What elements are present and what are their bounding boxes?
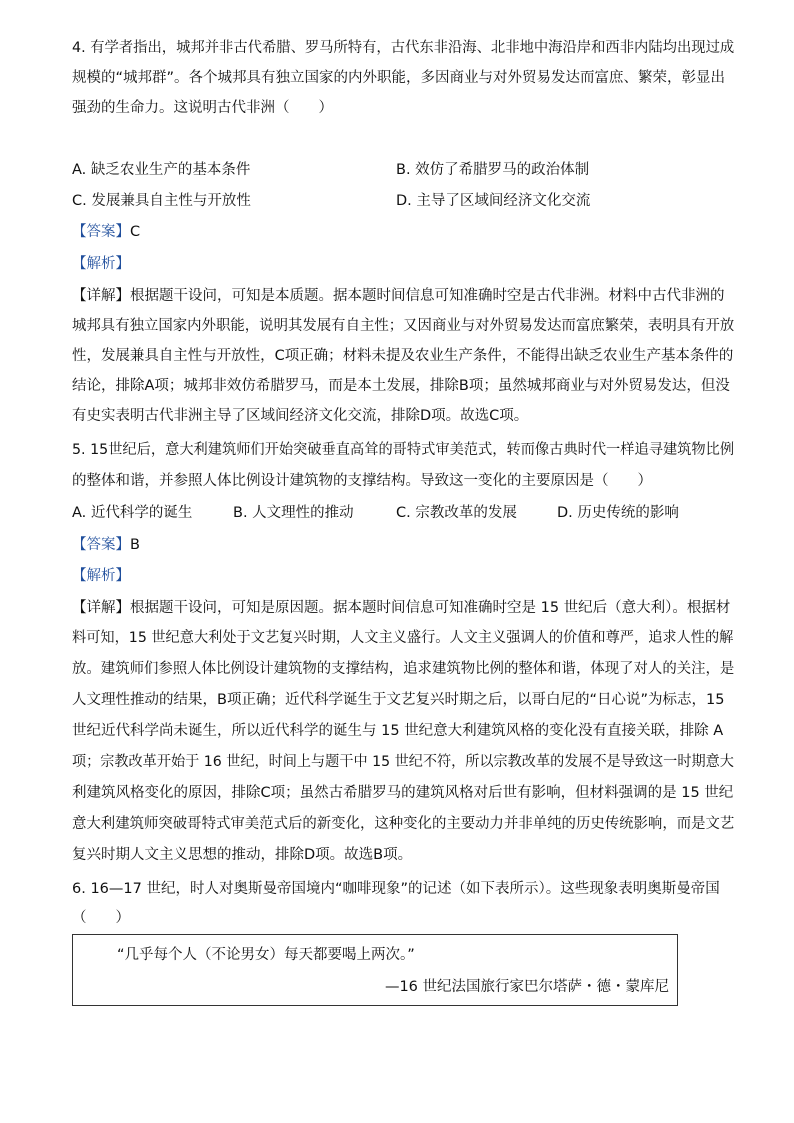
q6-quote-table: [72, 934, 678, 1006]
q4-detail-line: 城邦具有独立国家内外职能，说明其发展有自主性；又因商业与对外贸易发达而富庶繁荣，表明具有开放: [72, 318, 735, 334]
q4-detail-line: 性，发展兼具自主性与开放性，C项正确；材料未提及农业生产条件，不能得出缺乏农业生产基本条件的: [72, 348, 734, 364]
q5-detail-line: 放。建筑师们参照人体比例设计建筑物的支撑结构，追求建筑物比例的整体和谐，体现了对人的关注，是: [72, 661, 735, 677]
answer-value: B: [130, 537, 140, 553]
q4-option-b: B. 效仿了希腊罗马的政治体制: [396, 162, 590, 178]
q4-detail-line: 有史实表明古代非洲主导了区域间经济文化交流，排除D项。故选C项。: [72, 408, 529, 424]
q4-stem-line: 规模的“城邦群”。各个城邦具有独立国家的内外职能，多因商业与对外贸易发达而富庶、繁荣，彰显出: [72, 70, 726, 86]
q5-detail-line: 意大利建筑师突破哥特式审美范式后的新变化，这种变化的主要动力并非单纯的历史传统影响，而是文艺: [72, 816, 735, 832]
q5-stem-line: 的整体和谐，并参照人体比例设计建筑物的支撑结构。导致这一变化的主要原因是（ ）: [72, 473, 652, 489]
q5-stem-line: 5. 15世纪后，意大利建筑师们开始突破垂直高耸的哥特式审美范式，转而像古典时代一样追寻建筑物比例: [72, 442, 735, 458]
q5-detail-line: 世纪近代科学尚未诞生，所以近代科学的诞生与 15 世纪意大利建筑风格的变化没有直接关联，排除 A: [72, 723, 724, 739]
detail-label: 【详解】: [72, 600, 130, 616]
q4-stem-line: 强劲的生命力。这说明古代非洲（ ）: [72, 100, 333, 116]
q4-option-c: C. 发展兼具自主性与开放性: [72, 193, 251, 209]
q5-detail-line: 复兴时期人文主义思想的推动，排除D项。故选B项。: [72, 847, 413, 863]
analysis-label: 【解析】: [72, 568, 130, 584]
q6-stem-line: 6. 16—17 世纪，时人对奥斯曼帝国境内“咖啡现象”的记述（如下表所示）。这些现象表明奥斯曼帝国: [72, 881, 720, 897]
q4-detail-line: 结论，排除A项；城邦非效仿希腊罗马，而是本土发展，排除B项；虽然城邦商业与对外贸易发达，但没: [72, 378, 730, 394]
q4-option-d: D. 主导了区域间经济文化交流: [396, 193, 591, 209]
answer-label: 【答案】: [72, 537, 130, 553]
q6-stem-line: （ ）: [72, 910, 130, 926]
q4-stem-line: 4. 有学者指出，城邦并非古代希腊、罗马所特有，古代东非沿海、北非地中海沿岸和西非内陆均出现过成: [72, 40, 735, 56]
q5-option-b: B. 人文理性的推动: [233, 505, 354, 521]
quote-source: —16 世纪法国旅行家巴尔塔萨・德・蒙库尼: [384, 979, 669, 995]
detail-label: 【详解】: [72, 288, 130, 304]
q5-option-a: A. 近代科学的诞生: [72, 505, 193, 521]
q4-answer-row: [72, 222, 140, 242]
q4-option-a: A. 缺乏农业生产的基本条件: [72, 162, 251, 178]
analysis-label: 【解析】: [72, 256, 130, 272]
q5-detail-line: 人文理性推动的结果，B项正确；近代科学诞生于文艺复兴时期之后，以哥白尼的“日心说”为标志，15: [72, 692, 725, 708]
q5-detail-line: [72, 598, 730, 618]
detail-text: 根据题干设问，可知是原因题。据本题时间信息可知准确时空是 15 世纪后（意大利）。根据材: [130, 600, 731, 616]
q5-option-c: C. 宗教改革的发展: [396, 505, 517, 521]
quote-text: “几乎每个人（不论男女）每天都要喝上两次。”: [117, 947, 415, 963]
q5-option-d: D. 历史传统的影响: [557, 505, 679, 521]
q4-detail-line: [72, 286, 725, 306]
q5-detail-line: 利建筑风格变化的原因，排除C项；虽然古希腊罗马的建筑风格对后世有影响，但材料强调的是 15 世纪: [72, 785, 734, 801]
answer-value: C: [130, 224, 141, 240]
answer-label: 【答案】: [72, 224, 130, 240]
q5-answer-row: [72, 535, 140, 555]
q5-detail-line: 项；宗教改革开始于 16 世纪，时间上与题干中 15 世纪不符，所以宗教改革的发展不是导致这一时期意大: [72, 754, 734, 770]
q5-detail-line: 料可知，15 世纪意大利处于文艺复兴时期，人文主义盛行。人文主义强调人的价值和尊严，追求人性的解: [72, 630, 734, 646]
detail-text: 根据题干设问，可知是本质题。据本题时间信息可知准确时空是古代非洲。材料中古代非洲的: [130, 288, 725, 304]
